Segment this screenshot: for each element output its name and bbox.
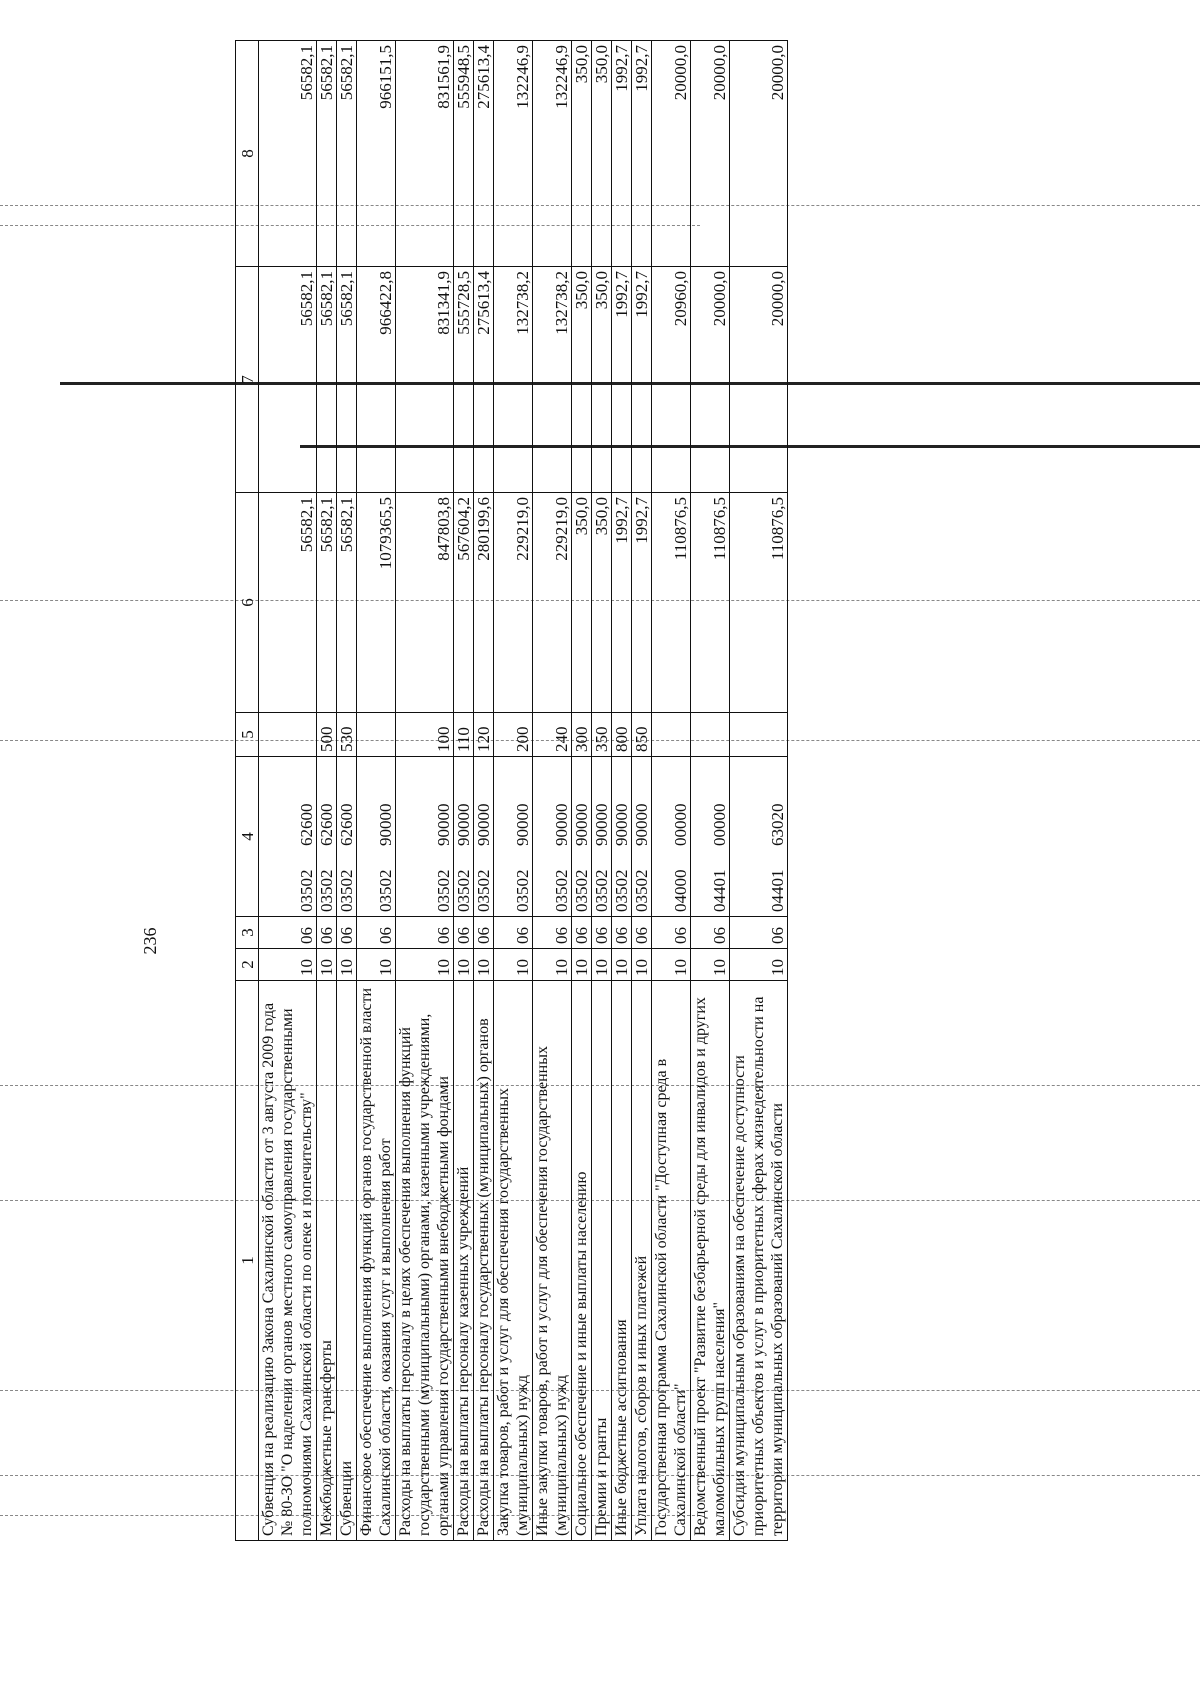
row-expense-type: 240 <box>533 713 572 757</box>
target-article-program: 03502 <box>632 869 651 912</box>
column-header: 1 <box>236 981 259 1541</box>
row-name: Субвенции <box>337 981 357 1541</box>
target-article-direction: 63020 <box>768 803 787 846</box>
row-value-col6: 229219,0 <box>494 493 533 713</box>
row-section: 10 <box>592 949 612 981</box>
target-article-direction: 90000 <box>572 803 591 846</box>
row-subsection: 06 <box>396 917 454 949</box>
page-number: 236 <box>140 927 160 955</box>
row-subsection: 06 <box>454 917 474 949</box>
target-article-direction: 90000 <box>632 803 651 846</box>
row-value-col6: 56582,1 <box>337 493 357 713</box>
table-row <box>494 41 533 1541</box>
row-expense-type: 110 <box>454 713 474 757</box>
row-value-col8: 56582,1 <box>337 41 357 267</box>
row-expense-type: 200 <box>494 713 533 757</box>
row-target-article <box>494 757 533 917</box>
target-article-direction: 90000 <box>376 803 395 846</box>
row-section: 10 <box>317 949 337 981</box>
row-target-article <box>259 757 317 917</box>
row-section: 10 <box>396 949 454 981</box>
row-target-article <box>632 757 652 917</box>
row-name: Государственная программа Сахалинской области "Доступная среда в Сахалинской области" <box>652 981 691 1541</box>
row-target-article <box>572 757 592 917</box>
target-article-program: 03502 <box>612 869 631 912</box>
row-value-col7: 132738,2 <box>533 267 572 493</box>
row-expense-type <box>730 713 788 757</box>
target-article-direction: 90000 <box>474 803 493 846</box>
row-target-article <box>533 757 572 917</box>
row-value-col6: 1992,7 <box>612 493 632 713</box>
row-name: Расходы на выплаты персоналу казенных учреждений <box>454 981 474 1541</box>
row-subsection: 06 <box>317 917 337 949</box>
target-article-direction: 90000 <box>454 803 473 846</box>
row-subsection: 06 <box>612 917 632 949</box>
row-expense-type <box>259 713 317 757</box>
row-subsection: 06 <box>357 917 396 949</box>
row-value-col7: 275613,4 <box>474 267 494 493</box>
row-value-col8: 831561,9 <box>396 41 454 267</box>
row-name: Субвенция на реализацию Закона Сахалинской области от 3 августа 2009 года № 80-ЗО "О наделении органов местного самоуправления государственными полномочиями Сахалинской области по опеке и попечительству" <box>259 981 317 1541</box>
row-section: 10 <box>652 949 691 981</box>
row-name: Закупка товаров, работ и услуг для обеспечения государственных (муниципальных) нужд <box>494 981 533 1541</box>
row-value-col8: 132246,9 <box>494 41 533 267</box>
row-value-col6: 350,0 <box>572 493 592 713</box>
row-name: Расходы на выплаты персоналу государственных (муниципальных) органов <box>474 981 494 1541</box>
table-row <box>396 41 454 1541</box>
target-article-program: 03502 <box>434 869 453 912</box>
row-value-col6: 1079365,5 <box>357 493 396 713</box>
row-name: Ведомственный проект "Развитие безбарьерной среды для инвалидов и других маломобильных групп населения" <box>691 981 730 1541</box>
row-value-col7: 20000,0 <box>691 267 730 493</box>
target-article-program: 04401 <box>710 869 729 912</box>
target-article-program: 03502 <box>297 869 316 912</box>
row-target-article <box>357 757 396 917</box>
table-row <box>691 41 730 1541</box>
target-article-program: 04000 <box>671 869 690 912</box>
target-article-direction: 00000 <box>671 803 690 846</box>
target-article-program: 03502 <box>572 869 591 912</box>
target-article-program: 03502 <box>454 869 473 912</box>
target-article-program: 03502 <box>592 869 611 912</box>
row-section: 10 <box>533 949 572 981</box>
target-article-program: 03502 <box>376 869 395 912</box>
target-article-direction: 90000 <box>434 803 453 846</box>
row-value-col8: 275613,4 <box>474 41 494 267</box>
row-value-col7: 56582,1 <box>317 267 337 493</box>
row-value-col7: 132738,2 <box>494 267 533 493</box>
row-value-col7: 350,0 <box>592 267 612 493</box>
target-article-direction: 00000 <box>710 803 729 846</box>
table-body <box>259 41 788 1541</box>
row-value-col7: 831341,9 <box>396 267 454 493</box>
row-value-col8: 1992,7 <box>632 41 652 267</box>
row-subsection: 06 <box>474 917 494 949</box>
table-row <box>652 41 691 1541</box>
target-article-direction: 62600 <box>337 803 356 846</box>
target-article-direction: 90000 <box>592 803 611 846</box>
row-expense-type: 800 <box>612 713 632 757</box>
row-name: Иные закупки товаров, работ и услуг для обеспечения государственных (муниципальных) нужд <box>533 981 572 1541</box>
table-row <box>612 41 632 1541</box>
row-value-col8: 555948,5 <box>454 41 474 267</box>
table-row <box>337 41 357 1541</box>
target-article-direction: 62600 <box>317 803 336 846</box>
row-value-col8: 56582,1 <box>317 41 337 267</box>
row-value-col6: 847803,8 <box>396 493 454 713</box>
column-header: 5 <box>236 713 259 757</box>
row-value-col7: 20960,0 <box>652 267 691 493</box>
row-subsection: 06 <box>730 917 788 949</box>
table-row <box>357 41 396 1541</box>
row-value-col7: 56582,1 <box>259 267 317 493</box>
table-row <box>259 41 317 1541</box>
row-target-article <box>337 757 357 917</box>
row-section: 10 <box>337 949 357 981</box>
row-value-col6: 56582,1 <box>259 493 317 713</box>
row-section: 10 <box>474 949 494 981</box>
row-target-article <box>730 757 788 917</box>
row-value-col6: 110876,5 <box>652 493 691 713</box>
target-article-program: 03502 <box>337 869 356 912</box>
row-expense-type: 300 <box>572 713 592 757</box>
row-subsection: 06 <box>572 917 592 949</box>
row-section: 10 <box>259 949 317 981</box>
row-section: 10 <box>632 949 652 981</box>
row-value-col7: 966422,8 <box>357 267 396 493</box>
row-subsection: 06 <box>533 917 572 949</box>
column-header: 6 <box>236 493 259 713</box>
row-target-article <box>474 757 494 917</box>
target-article-direction: 90000 <box>552 803 571 846</box>
row-section: 10 <box>730 949 788 981</box>
table-row <box>572 41 592 1541</box>
row-name: Финансовое обеспечение выполнения функций органов государственной власти Сахалинской области, оказания услуг и выполнения работ <box>357 981 396 1541</box>
column-header: 3 <box>236 917 259 949</box>
column-header: 8 <box>236 41 259 267</box>
row-value-col6: 110876,5 <box>730 493 788 713</box>
row-target-article <box>592 757 612 917</box>
target-article-program: 03502 <box>552 869 571 912</box>
row-value-col8: 20000,0 <box>652 41 691 267</box>
row-subsection: 06 <box>691 917 730 949</box>
table-row <box>474 41 494 1541</box>
row-subsection: 06 <box>494 917 533 949</box>
rotated-page <box>140 41 1100 1541</box>
row-expense-type <box>357 713 396 757</box>
row-value-col8: 350,0 <box>592 41 612 267</box>
row-value-col6: 567604,2 <box>454 493 474 713</box>
target-article-program: 04401 <box>768 869 787 912</box>
target-article-direction: 90000 <box>612 803 631 846</box>
column-header: 2 <box>236 949 259 981</box>
table-row <box>317 41 337 1541</box>
row-value-col7: 350,0 <box>572 267 592 493</box>
row-expense-type: 350 <box>592 713 612 757</box>
row-target-article <box>652 757 691 917</box>
row-value-col6: 350,0 <box>592 493 612 713</box>
row-target-article <box>612 757 632 917</box>
row-section: 10 <box>494 949 533 981</box>
row-name: Премии и гранты <box>592 981 612 1541</box>
budget-table <box>235 40 788 1541</box>
row-value-col6: 229219,0 <box>533 493 572 713</box>
row-subsection: 06 <box>592 917 612 949</box>
row-subsection: 06 <box>652 917 691 949</box>
target-article-program: 03502 <box>474 869 493 912</box>
row-value-col7: 20000,0 <box>730 267 788 493</box>
row-value-col7: 1992,7 <box>612 267 632 493</box>
row-value-col8: 132246,9 <box>533 41 572 267</box>
table-row <box>454 41 474 1541</box>
row-section: 10 <box>612 949 632 981</box>
row-expense-type <box>691 713 730 757</box>
target-article-program: 03502 <box>317 869 336 912</box>
row-value-col8: 1992,7 <box>612 41 632 267</box>
row-section: 10 <box>691 949 730 981</box>
row-section: 10 <box>572 949 592 981</box>
target-article-direction: 90000 <box>513 803 532 846</box>
row-value-col8: 350,0 <box>572 41 592 267</box>
row-name: Межбюджетные трансферты <box>317 981 337 1541</box>
row-subsection: 06 <box>337 917 357 949</box>
row-target-article <box>454 757 474 917</box>
row-expense-type: 120 <box>474 713 494 757</box>
row-value-col7: 555728,5 <box>454 267 474 493</box>
row-name: Расходы на выплаты персоналу в целях обеспечения выполнения функций государственными (муниципальными) органами, казенными учреждениями, органами управления государственными внебюджетными фондами <box>396 981 454 1541</box>
row-expense-type <box>652 713 691 757</box>
column-header: 4 <box>236 757 259 917</box>
row-value-col6: 56582,1 <box>317 493 337 713</box>
row-target-article <box>691 757 730 917</box>
row-expense-type: 500 <box>317 713 337 757</box>
row-value-col6: 110876,5 <box>691 493 730 713</box>
row-expense-type: 100 <box>396 713 454 757</box>
row-subsection: 06 <box>259 917 317 949</box>
row-value-col7: 56582,1 <box>337 267 357 493</box>
row-section: 10 <box>357 949 396 981</box>
row-name: Социальное обеспечение и иные выплаты населению <box>572 981 592 1541</box>
row-name: Уплата налогов, сборов и иных платежей <box>632 981 652 1541</box>
column-header: 7 <box>236 267 259 493</box>
row-target-article <box>317 757 337 917</box>
table-row <box>533 41 572 1541</box>
table-header-row <box>236 41 259 1541</box>
target-article-direction: 62600 <box>297 803 316 846</box>
target-article-program: 03502 <box>513 869 532 912</box>
row-value-col7: 1992,7 <box>632 267 652 493</box>
row-subsection: 06 <box>632 917 652 949</box>
row-expense-type: 850 <box>632 713 652 757</box>
row-target-article <box>396 757 454 917</box>
row-expense-type: 530 <box>337 713 357 757</box>
row-value-col8: 966151,5 <box>357 41 396 267</box>
row-value-col8: 20000,0 <box>691 41 730 267</box>
row-name: Иные бюджетные ассигнования <box>612 981 632 1541</box>
row-value-col8: 20000,0 <box>730 41 788 267</box>
table-row <box>592 41 612 1541</box>
row-value-col6: 1992,7 <box>632 493 652 713</box>
row-value-col6: 280199,6 <box>474 493 494 713</box>
row-section: 10 <box>454 949 474 981</box>
table-row <box>730 41 788 1541</box>
row-name: Субсидия муниципальным образованиям на обеспечение доступности приоритетных объектов и услуг в приоритетных сферах жизнедеятельности на территории муниципальных образований Сахалинской области <box>730 981 788 1541</box>
row-value-col8: 56582,1 <box>259 41 317 267</box>
table-row <box>632 41 652 1541</box>
